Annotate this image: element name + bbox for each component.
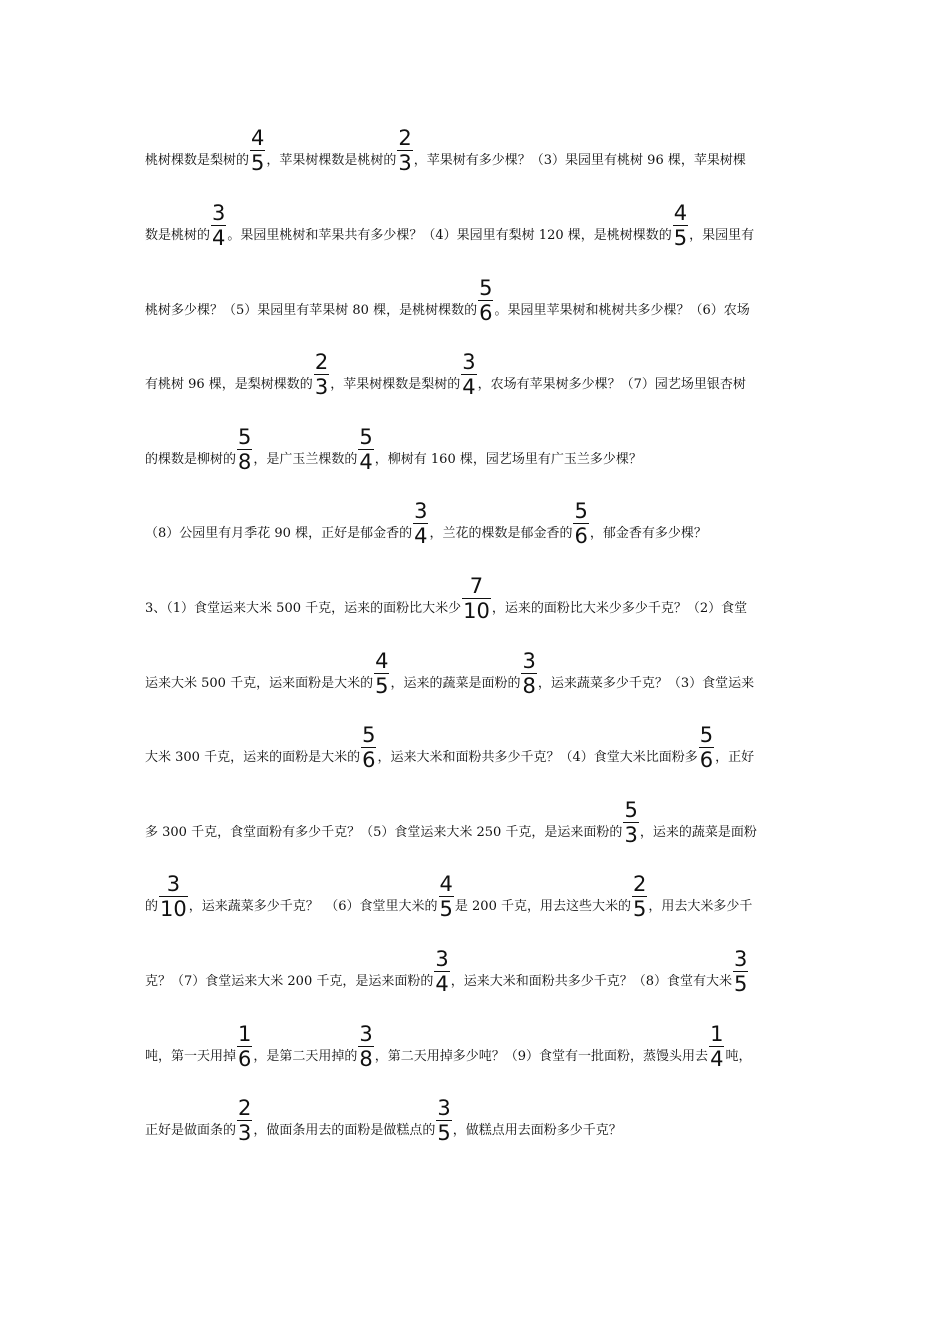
fraction: [521, 650, 536, 697]
fraction-numerator: 7: [469, 574, 484, 598]
fraction-denominator: 5: [632, 897, 647, 921]
fraction-denominator: 10: [160, 897, 187, 921]
text-line: [145, 1021, 752, 1071]
fraction-numerator: 3: [414, 499, 428, 523]
text-run: ，运来的蔬菜是面粉: [639, 825, 757, 840]
text-run: ，农场有苹果树多少棵？（7）园艺场里银杏树: [477, 377, 746, 392]
fraction: [673, 202, 688, 249]
text-run: ，苹果树棵数是梨树的: [330, 377, 461, 392]
fraction-numerator: 3: [522, 649, 536, 673]
text-run: ，果园里有: [689, 228, 755, 243]
fraction: [237, 1023, 252, 1070]
fraction: [397, 127, 412, 174]
text-run: 。果园里苹果树和桃树共多少棵？（6）农场: [494, 303, 750, 318]
text-run: ，做面条用去的面粉是做糕点的: [253, 1123, 436, 1138]
fraction: [413, 500, 428, 547]
fraction: [237, 1097, 252, 1144]
fraction-denominator: 10: [463, 599, 490, 623]
fraction-denominator: 3: [398, 151, 412, 175]
fraction-numerator: 4: [439, 872, 453, 896]
fraction-denominator: 8: [359, 1047, 373, 1071]
fraction-numerator: 5: [699, 723, 714, 747]
fraction-denominator: 8: [522, 674, 536, 698]
text-run: ，运来大米和面粉共多少千克？（4）食堂大米比面粉多: [377, 750, 698, 765]
fraction: [439, 873, 454, 920]
text-run: 的: [145, 899, 159, 914]
fraction-denominator: 4: [710, 1047, 724, 1071]
text-run: 数是桃树的: [145, 228, 211, 243]
fraction-numerator: 3: [462, 350, 476, 374]
fraction: [632, 873, 647, 920]
fraction: [733, 948, 748, 995]
fraction-denominator: 8: [238, 450, 252, 474]
fraction-denominator: 4: [462, 375, 476, 399]
fraction-denominator: 3: [314, 375, 329, 399]
text-line: [145, 200, 755, 250]
fraction-numerator: 2: [398, 126, 412, 150]
fraction-denominator: 4: [359, 450, 373, 474]
text-run: ，苹果树有多少棵？（3）果园里有桃树 96 棵，苹果树棵: [413, 153, 746, 168]
text-line: [145, 275, 750, 325]
fraction-denominator: 4: [212, 226, 226, 250]
text-run: ，做糕点用去面粉多少千克？: [452, 1123, 622, 1138]
fraction-denominator: 6: [574, 524, 588, 548]
text-run: 3、（1）食堂运来大米 500 千克，运来的面粉比大米少: [145, 601, 462, 616]
fraction: [358, 1023, 373, 1070]
fraction: [436, 1097, 451, 1144]
text-run: 。果园里桃树和苹果共有多少棵？（4）果园里有梨树 120 棵，是桃树棵数的: [227, 228, 672, 243]
text-run: 的棵数是柳树的: [145, 452, 237, 467]
text-run: 多 300 千克，食堂面粉有多少千克？（5）食堂运来大米 250 千克，是运来面粉的: [145, 825, 623, 840]
text-run: ，运来蔬菜多少千克？（3）食堂运来: [537, 676, 755, 691]
text-line: [145, 871, 753, 921]
text-run: 吨，: [725, 1049, 752, 1064]
fraction: [434, 948, 449, 995]
text-line: [145, 424, 642, 474]
fraction-numerator: 4: [673, 201, 688, 225]
text-run: 有桃树 96 棵，是梨树棵数的: [145, 377, 313, 392]
fraction-numerator: 1: [238, 1022, 252, 1046]
fraction-numerator: 2: [238, 1096, 252, 1120]
fraction: [250, 127, 265, 174]
fraction-numerator: 4: [375, 649, 389, 673]
text-run: ，第二天用掉多少吨？（9）食堂有一批面粉，蒸馒头用去: [374, 1049, 709, 1064]
fraction-numerator: 4: [251, 126, 265, 150]
fraction-numerator: 5: [238, 425, 252, 449]
fraction-denominator: 3: [624, 823, 638, 847]
fraction-numerator: 5: [624, 798, 638, 822]
fraction-numerator: 5: [359, 425, 373, 449]
text-line: [145, 648, 755, 698]
fraction-numerator: 3: [212, 201, 226, 225]
text-run: ，正好: [715, 750, 755, 765]
fraction: [361, 724, 376, 771]
fraction-numerator: 5: [362, 723, 376, 747]
fraction: [573, 500, 588, 547]
fraction-numerator: 5: [574, 499, 588, 523]
text-run: ，柳树有 160 棵，园艺场里有广玉兰多少棵？: [374, 452, 642, 467]
text-run: ，是广玉兰棵数的: [253, 452, 358, 467]
text-line: [145, 946, 749, 996]
text-run: ，兰花的棵数是郁金香的: [429, 526, 573, 541]
fraction: [461, 351, 476, 398]
fraction: [159, 873, 188, 920]
fraction: [314, 351, 329, 398]
fraction-numerator: 3: [166, 872, 181, 896]
fraction-denominator: 3: [238, 1121, 252, 1145]
text-line: [145, 125, 746, 175]
text-run: 大米 300 千克，运来的面粉是大米的: [145, 750, 361, 765]
text-run: ，运来的面粉比大米少多少千克？（2）食堂: [491, 601, 748, 616]
text-run: 正好是做面条的: [145, 1123, 237, 1138]
fraction-denominator: 5: [734, 972, 748, 996]
fraction-numerator: 1: [710, 1022, 724, 1046]
fraction-denominator: 6: [238, 1047, 252, 1071]
fraction-denominator: 5: [439, 897, 453, 921]
fraction-denominator: 5: [673, 226, 688, 250]
text-run: 克？（7）食堂运来大米 200 千克，是运来面粉的: [145, 974, 434, 989]
fraction-denominator: 6: [699, 748, 714, 772]
text-line: [145, 498, 707, 548]
text-run: ，郁金香有多少棵？: [589, 526, 707, 541]
fraction: [462, 575, 491, 622]
text-run: ，运来的蔬菜是面粉的: [390, 676, 521, 691]
fraction: [211, 202, 226, 249]
fraction-numerator: 2: [632, 872, 647, 896]
fraction-numerator: 3: [359, 1022, 373, 1046]
text-run: ，是第二天用掉的: [253, 1049, 358, 1064]
text-run: 桃树多少棵？（5）果园里有苹果树 80 棵，是桃树棵数的: [145, 303, 478, 318]
fraction: [374, 650, 389, 697]
text-line: [145, 797, 757, 847]
fraction: [237, 426, 252, 473]
fraction-denominator: 4: [435, 972, 449, 996]
text-run: 桃树棵数是梨树的: [145, 153, 250, 168]
fraction-numerator: 3: [437, 1096, 451, 1120]
fraction-denominator: 6: [362, 748, 376, 772]
text-line: [145, 1095, 622, 1145]
text-line: [145, 349, 746, 399]
fraction: [478, 277, 493, 324]
fraction-denominator: 5: [251, 151, 265, 175]
fraction-denominator: 4: [414, 524, 428, 548]
text-run: ，苹果树棵数是桃树的: [266, 153, 397, 168]
fraction: [699, 724, 714, 771]
text-run: 运来大米 500 千克，运来面粉是大米的: [145, 676, 374, 691]
fraction-numerator: 3: [734, 947, 748, 971]
fraction: [709, 1023, 724, 1070]
fraction-denominator: 5: [375, 674, 389, 698]
text-run: ，运来大米和面粉共多少千克？（8）食堂有大米: [450, 974, 733, 989]
fraction-denominator: 6: [479, 301, 493, 325]
text-run: ，用去大米多少千: [648, 899, 753, 914]
fraction-numerator: 5: [479, 276, 493, 300]
fraction-numerator: 2: [314, 350, 329, 374]
text-run: （8）公园里有月季花 90 棵，正好是郁金香的: [145, 526, 413, 541]
fraction-denominator: 5: [437, 1121, 451, 1145]
text-run: 吨，第一天用掉: [145, 1049, 237, 1064]
text-run: ，运来蔬菜多少千克？ （6）食堂里大米的: [188, 899, 438, 914]
fraction: [623, 799, 638, 846]
text-line: [145, 722, 755, 772]
fraction-numerator: 3: [435, 947, 449, 971]
text-run: 是 200 千克，用去这些大米的: [454, 899, 631, 914]
text-line: [145, 573, 748, 623]
fraction: [358, 426, 373, 473]
